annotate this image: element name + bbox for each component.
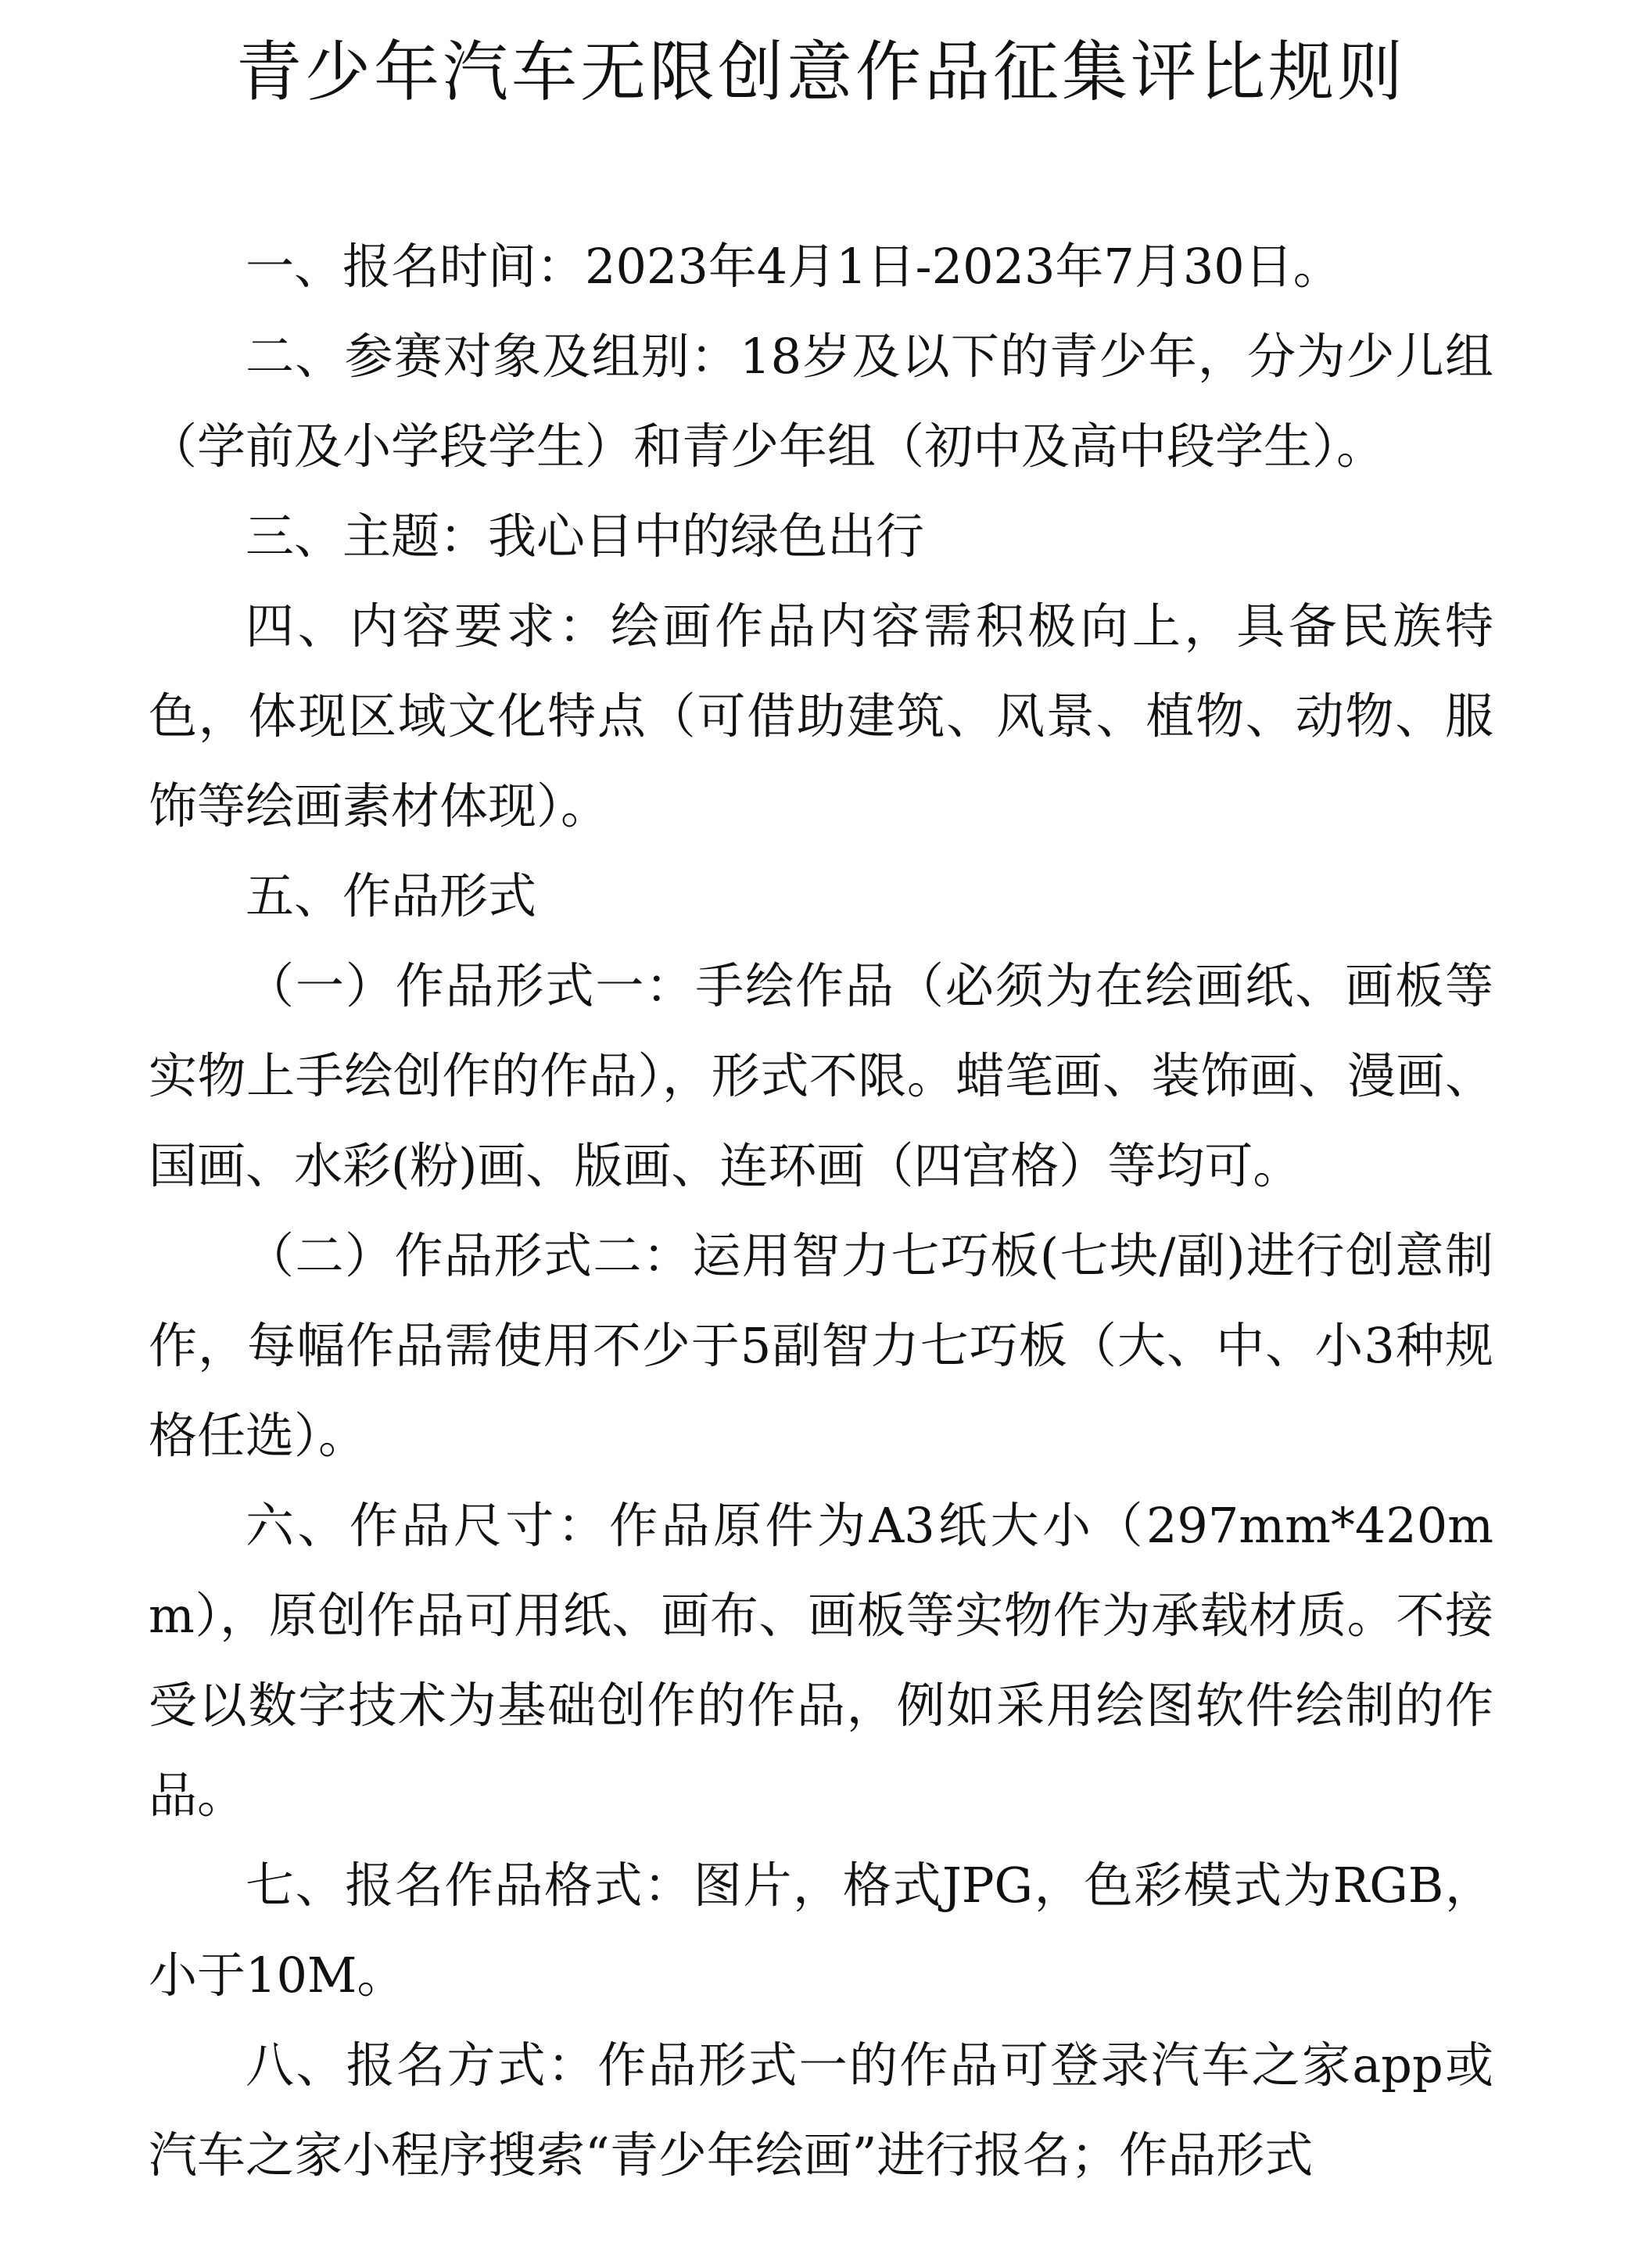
paragraph-work-form-two: （二）作品形式二：运用智力七巧板(七块/副)进行创意制作，每幅作品需使用不少于5副智力七巧板（大、中、小3种规格任选）。 <box>149 1227 1493 1464</box>
paragraph-content-requirements: 四、内容要求：绘画作品内容需积极向上，具备民族特色，体现区域文化特点（可借助建筑、风景、植物、动物、服饰等绘画素材体现）。 <box>149 598 1493 834</box>
paragraph-work-form-one: （一）作品形式一：手绘作品（必须为在绘画纸、画板等实物上手绘创作的作品），形式不限。蜡笔画、装饰画、漫画、国画、水彩(粉)画、版画、连环画（四宫格）等均可。 <box>149 957 1493 1194</box>
paragraph-work-size: 六、作品尺寸：作品原件为A3纸大小（297mm*420mm），原创作品可用纸、画布、画板等实物作为承载材质。不接受以数字技术为基础创作的作品，例如采用绘图软件绘制的作品。 <box>149 1497 1493 1824</box>
paragraph-registration-method: 八、报名方式：作品形式一的作品可登录汽车之家app或汽车之家小程序搜索“青少年绘画”进行报名；作品形式 <box>149 2037 1493 2184</box>
paragraph-participants: 二、参赛对象及组别：18岁及以下的青少年，分为少儿组（学前及小学段学生）和青少年组（初中及高中段学生）。 <box>149 328 1493 475</box>
document-title: 青少年汽车无限创意作品征集评比规则 <box>235 34 1406 110</box>
paragraph-registration-time: 一、报名时间：2023年4月1日-2023年7月30日。 <box>246 238 1342 295</box>
paragraph-theme: 三、主题：我心目中的绿色出行 <box>246 508 925 565</box>
document-body <box>149 221 1493 2200</box>
paragraph-file-format: 七、报名作品格式：图片，格式JPG，色彩模式为RGB，小于10M。 <box>149 1857 1493 2004</box>
paragraph-work-form-heading: 五、作品形式 <box>246 867 537 924</box>
